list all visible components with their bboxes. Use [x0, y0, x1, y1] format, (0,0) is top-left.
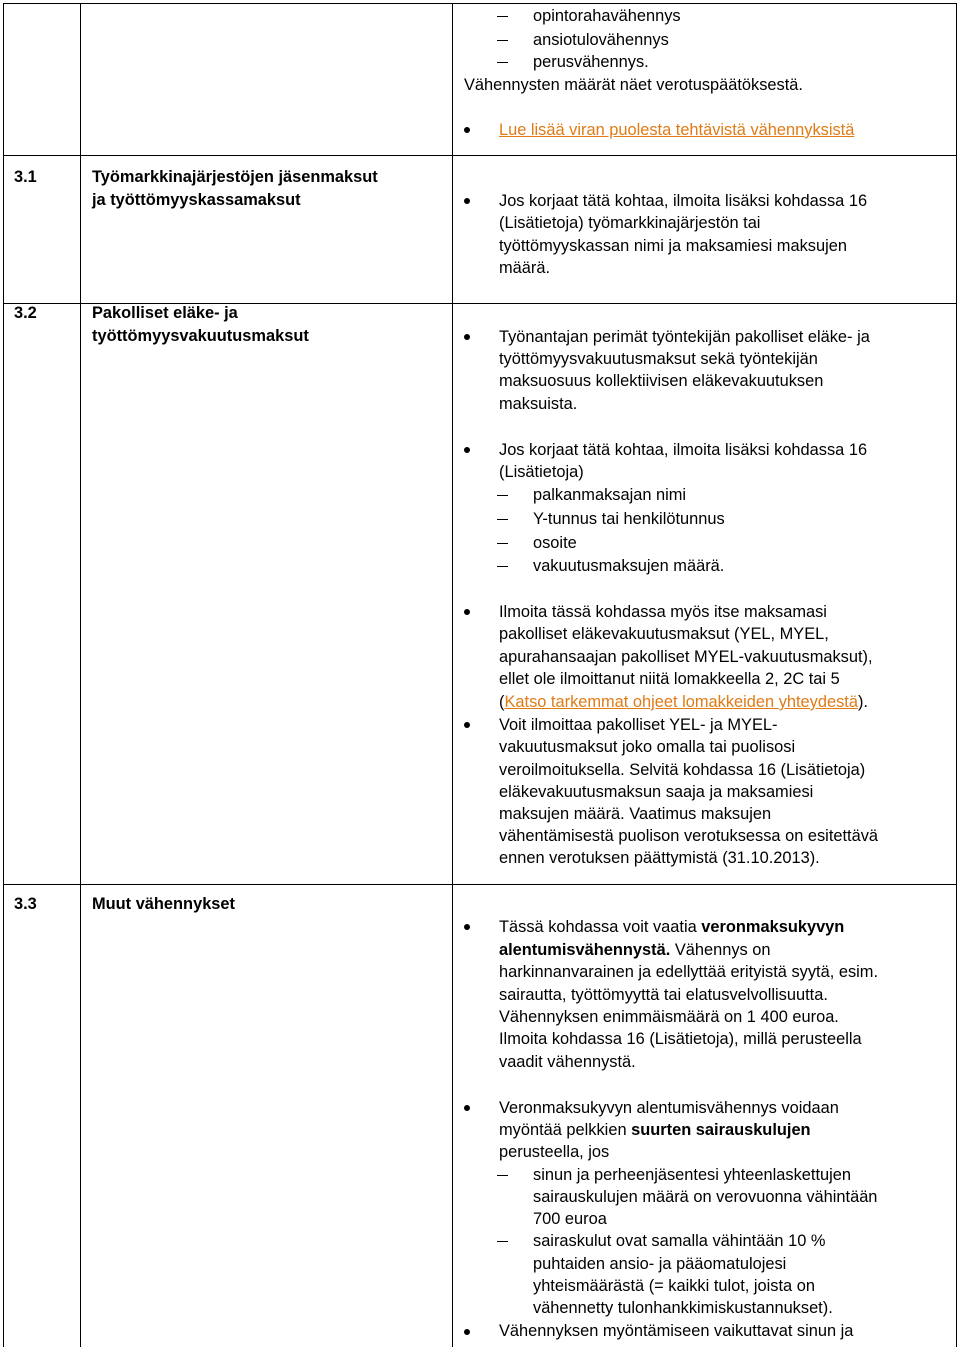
dash-marker	[497, 16, 508, 17]
bullet-text: Ilmoita tässä kohdassa myös itse maksamasi	[499, 603, 827, 621]
bullet-text: työttömyyskassan nimi ja maksamiesi maksujen	[499, 237, 847, 255]
table-left-border	[3, 3, 4, 1347]
bullet-text: maksuosuus kollektiivisen eläkevakuutuksen	[499, 372, 824, 390]
table-right-border	[956, 3, 957, 1347]
bullet-text: (Lisätietoja) työmarkkinajärjestön tai	[499, 214, 761, 232]
bullet-text	[499, 916, 844, 939]
dash-item: yhteismäärästä (= kaikki tulot, joista on	[533, 1277, 815, 1295]
bullet-text: määrä.	[499, 259, 551, 277]
bullet-marker	[464, 198, 470, 204]
bullet-text: (Lisätietoja)	[499, 463, 584, 481]
section-number: 3.3	[14, 895, 37, 913]
bullet-text: maksujen määrä. Vaatimus maksujen	[499, 805, 772, 823]
bullet-text: Voit ilmoittaa pakolliset YEL- ja MYEL-	[499, 716, 778, 734]
bullet-text	[499, 1119, 811, 1142]
bullet-text: vaadit vähennystä.	[499, 1053, 636, 1071]
column-divider-1	[80, 3, 81, 1347]
dash-item: Y-tunnus tai henkilötunnus	[533, 510, 725, 528]
bullet-text: Vähennyksen myöntämiseen vaikuttavat sinun ja	[499, 1322, 854, 1340]
bullet-text: työttömyysvakuutusmaksut sekä työntekijän	[499, 350, 818, 368]
dash-item: vähennetty tulonhankkimiskustannukset).	[533, 1299, 833, 1317]
bullet-text: Ilmoita kohdassa 16 (Lisätietoja), millä perusteella	[499, 1030, 862, 1048]
bullet-marker	[464, 1105, 470, 1111]
section-number: 3.2	[14, 304, 37, 322]
section-title: työttömyysvakuutusmaksut	[92, 327, 309, 345]
bullet-text: Jos korjaat tätä kohtaa, ilmoita lisäksi kohdassa 16	[499, 192, 868, 210]
section-number: 3.1	[14, 168, 37, 186]
bullet-text: Vähennyksen enimmäismäärä on 1 400 euroa.	[499, 1008, 839, 1026]
dash-marker	[497, 40, 508, 41]
section-title: ja työttömyyskassamaksut	[92, 191, 301, 209]
bullet-text: Jos korjaat tätä kohtaa, ilmoita lisäksi kohdassa 16	[499, 441, 868, 459]
bullet-marker	[464, 334, 470, 340]
bullet-text: pakolliset eläkevakuutusmaksut (YEL, MYEL,	[499, 625, 829, 643]
row-divider-33	[3, 884, 957, 885]
dash-marker	[497, 495, 508, 496]
bullet-marker	[464, 1329, 470, 1335]
bullet-text: vähentämisestä puolison verotuksessa on esitettävä	[499, 827, 879, 845]
bullet-text: maksuista.	[499, 395, 578, 413]
bullet-text: harkinnanvarainen ja edellyttää erityistä syytä, esim.	[499, 963, 878, 981]
bullet-text: sairautta, työttömyyttä tai elatusvelvollisuutta.	[499, 986, 828, 1004]
text-bold: alentumisvähennystä.	[499, 941, 671, 959]
dash-item: vakuutusmaksujen määrä.	[533, 557, 725, 575]
bullet-marker	[464, 447, 470, 453]
dash-marker	[497, 566, 508, 567]
dash-marker	[497, 543, 508, 544]
forms-instructions-link[interactable]: Katso tarkemmat ohjeet lomakkeiden yhteydestä	[504, 693, 858, 711]
bullet-text-with-link	[499, 691, 868, 714]
dash-item: sinun ja perheenjäsentesi yhteenlaskettujen	[533, 1166, 852, 1184]
row-divider-31	[3, 155, 957, 156]
bullet-text	[499, 939, 771, 962]
bullet-text: Veronmaksukyvyn alentumisvähennys voidaan	[499, 1099, 839, 1117]
dash-item: sairauskulujen määrä on verovuonna vähintään	[533, 1188, 878, 1206]
bullet-marker	[464, 722, 470, 728]
dash-item: palkanmaksajan nimi	[533, 486, 687, 504]
bullet-text: veroilmoituksella. Selvitä kohdassa 16 (Lisätietoja)	[499, 761, 866, 779]
text-plain: myöntää pelkkien	[499, 1121, 632, 1139]
paren-close: ).	[857, 693, 868, 711]
bullet-text: eläkevakuutusmaksun saaja ja maksamiesi	[499, 783, 814, 801]
dash-item: puhtaiden ansio- ja pääomatulojesi	[533, 1255, 787, 1273]
dash-item: perusvähennys.	[533, 53, 649, 71]
section-title: Pakolliset eläke- ja	[92, 304, 238, 322]
dash-item: ansiotulovähennys	[533, 31, 669, 49]
dash-item: opintorahavähennys	[533, 7, 681, 25]
dash-marker	[497, 1241, 508, 1242]
dash-marker	[497, 1175, 508, 1176]
bullet-text: ellet ole ilmoittanut niitä lomakkeella 2, 2C tai 5	[499, 670, 840, 688]
bullet-marker	[464, 924, 470, 930]
bullet-text: apurahansaajan pakolliset MYEL-vakuutusmaksut),	[499, 648, 873, 666]
dash-marker	[497, 519, 508, 520]
more-info-link[interactable]: Lue lisää viran puolesta tehtävistä vähennyksistä	[499, 121, 855, 139]
bullet-text: ennen verotuksen päättymistä (31.10.2013).	[499, 849, 820, 867]
bullet-marker	[464, 127, 470, 133]
dash-marker	[497, 62, 508, 63]
text-plain: Vähennys on	[670, 941, 771, 959]
bullet-text: vakuutusmaksut joko omalla tai puolisosi	[499, 738, 796, 756]
bullet-text: Työnantajan perimät työntekijän pakolliset eläke- ja	[499, 328, 870, 346]
text-plain: Tässä kohdassa voit vaatia	[499, 918, 702, 936]
dash-item: 700 euroa	[533, 1210, 607, 1228]
section-title: Työmarkkinajärjestöjen jäsenmaksut	[92, 168, 378, 186]
dash-item: osoite	[533, 534, 577, 552]
bullet-text: perusteella, jos	[499, 1143, 610, 1161]
paren-open: (	[499, 693, 505, 711]
bullet-marker	[464, 609, 470, 615]
dash-item: sairaskulut ovat samalla vähintään 10 %	[533, 1232, 826, 1250]
text-bold: suurten sairauskulujen	[631, 1121, 811, 1139]
note-text: Vähennysten määrät näet verotuspäätöksestä.	[464, 76, 803, 94]
text-bold: veronmaksukyvyn	[701, 918, 845, 936]
section-title: Muut vähennykset	[92, 895, 235, 913]
table-top-border	[3, 3, 957, 4]
column-divider-2	[452, 3, 453, 1347]
